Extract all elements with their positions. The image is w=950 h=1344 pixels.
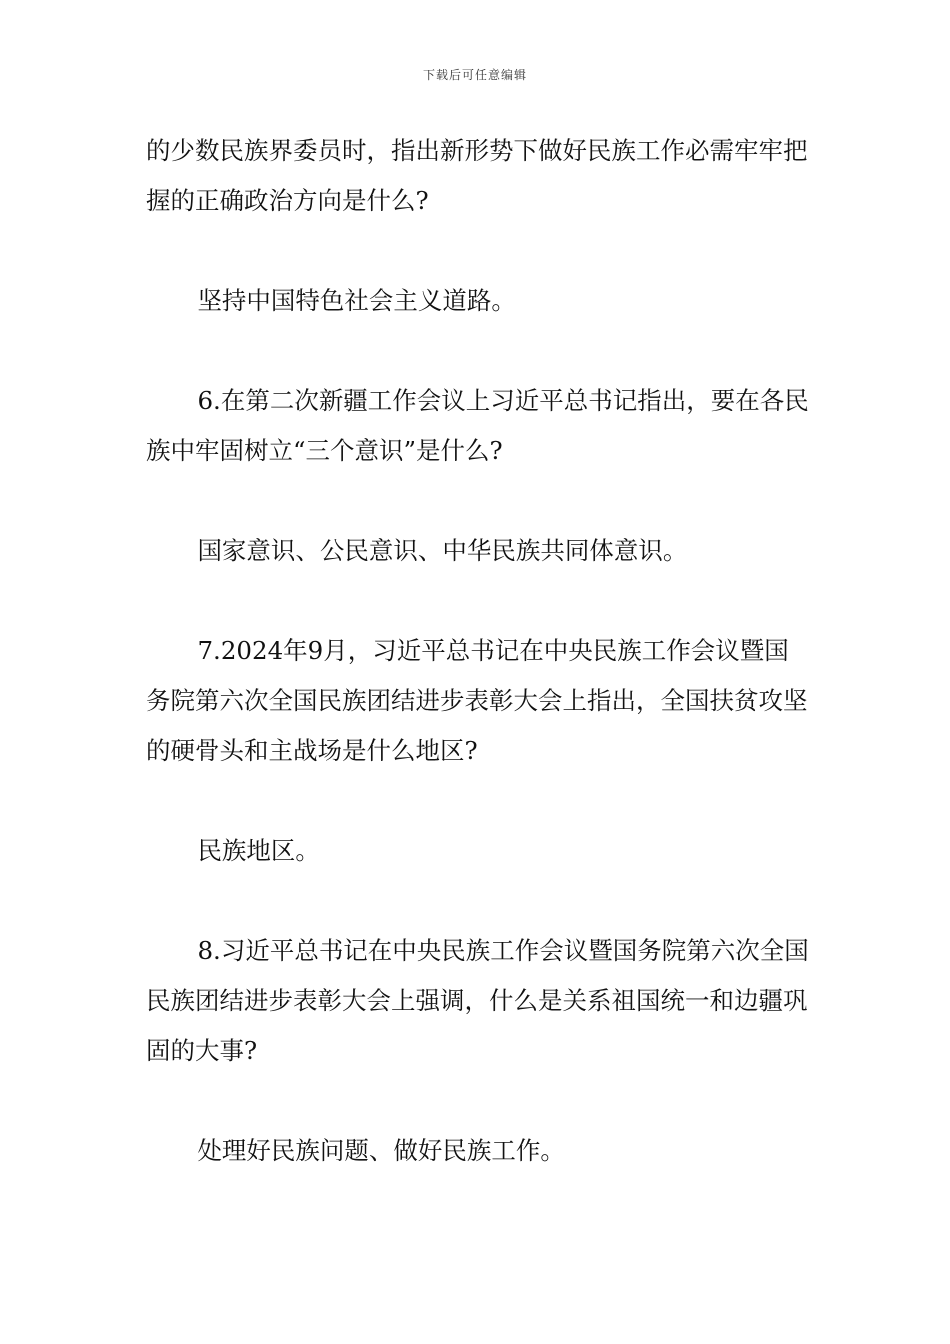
- paragraph-spacer: [146, 576, 810, 626]
- page-header: 下载后可任意编辑: [422, 68, 527, 82]
- question-paragraph: 8.习近平总书记在中央民族工作会议暨国务院第六次全国民族团结进步表彰大会上强调，什么是关系祖国统一和边疆巩固的大事?: [146, 936, 809, 1065]
- document-body: [146, 126, 810, 1176]
- paragraph-spacer: [146, 876, 810, 926]
- question-paragraph: 7.2024年9月，习近平总书记在中央民族工作会议暨国务院第六次全国民族团结进步表彰大会上指出，全国扶贫攻坚的硬骨头和主战场是什么地区?: [146, 636, 808, 765]
- answer-paragraph: 处理好民族问题、做好民族工作。: [197, 1136, 565, 1165]
- paragraph-spacer: [146, 476, 810, 526]
- paragraph-continuation: 的少数民族界委员时，指出新形势下做好民族工作必需牢牢把握的正确政治方向是什么?: [146, 136, 808, 215]
- paragraph-spacer: [146, 326, 810, 376]
- answer-paragraph: 坚持中国特色社会主义道路。: [197, 286, 516, 315]
- paragraph-spacer: [146, 1076, 810, 1126]
- paragraph-spacer: [146, 776, 810, 826]
- paragraph-spacer: [146, 226, 810, 276]
- answer-paragraph: 国家意识、公民意识、中华民族共同体意识。: [197, 536, 688, 565]
- answer-paragraph: 民族地区。: [197, 836, 320, 865]
- question-paragraph: 6.在第二次新疆工作会议上习近平总书记指出，要在各民族中牢固树立“三个意识”是什么?: [146, 386, 809, 465]
